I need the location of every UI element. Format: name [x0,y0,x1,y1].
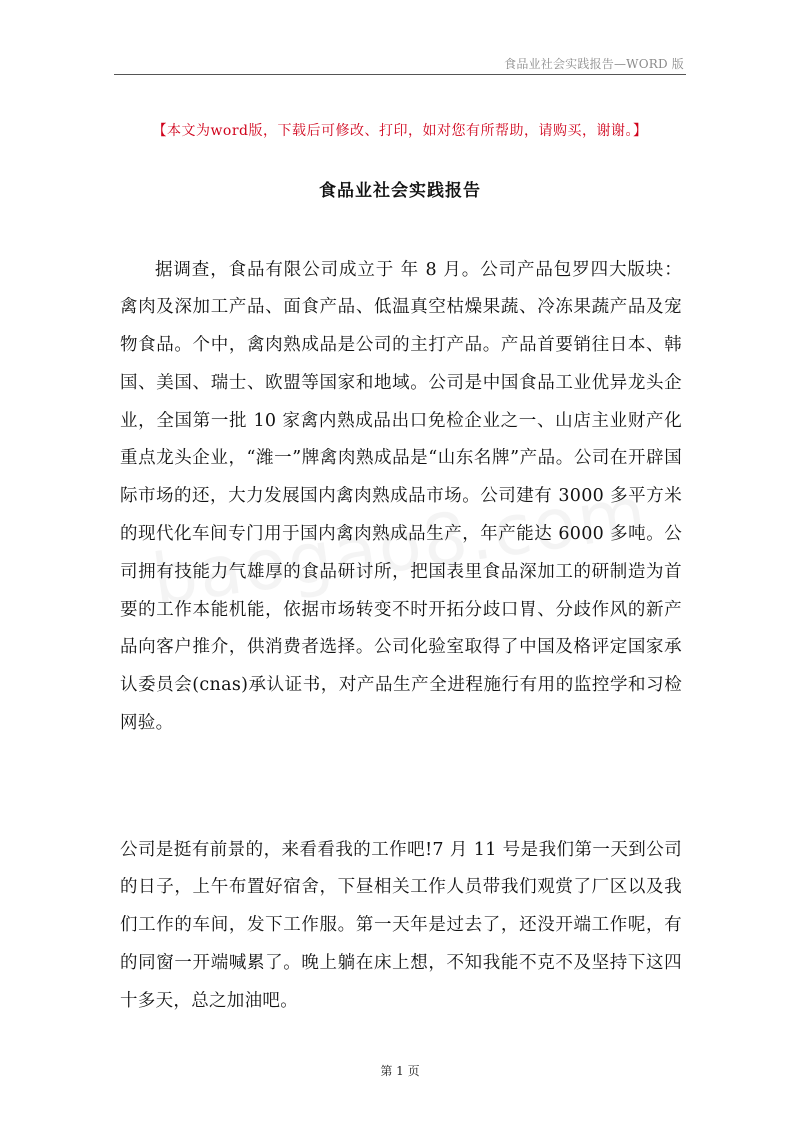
document-title: 食品业社会实践报告 [319,181,481,201]
page-number: 第 1 页 [380,1064,420,1078]
header-divider [114,74,686,75]
running-header: 食品业社会实践报告—WORD 版 [504,57,684,71]
body-paragraph-1: 据调查，食品有限公司成立于 年 8 月。公司产品包罗四大版块：禽肉及深加工产品、面食产品、低温真空枯燥果蔬、冷冻果蔬产品及宠物食品。个中，禽肉熟成品是公司的主打产品。产品首要销往日本、韩国、美国、瑞士、欧盟等国家和地域。公司是中国食品工业优异龙头企业，全国第一批 10 家禽内熟成品出口免检企业之一、山店主业财产化重点龙头企业，“潍一”牌禽肉熟成品是“山东名牌”产品。公司在开辟国际市场的还，大力发展国内禽肉熟成品市场。公司建有 3000 多平方米的现代化车间专门用于国内禽肉熟成品生产，年产能达 6000 多吨。公司拥有技能力气雄厚的食品研讨所，把国表里食品深加工的研制造为首要的工作本能机能，依据市场转变不时开拓分歧口胃、分歧作风的新产品向客户推介，供消费者选择。公司化验室取得了中国及格评定国家承认委员会(cnas)承认证书，对产品生产全进程施行有用的监控学和习检网验。 [120,259,682,734]
body-paragraph-2: 公司是挺有前景的，来看看我的工作吧!7 月 11 号是我们第一天到公司的日子，上午布置好宿舍，下昼相关工作人员带我们观赏了厂区以及我们工作的车间，发下工作服。第一天年是过去了，还没开端工作呢，有的同窗一开端喊累了。晚上躺在床上想，不知我能不克不及坚持下这四十多天，总之加油吧。 [120,839,682,1011]
download-notice: 【本文为word版，下载后可修改、打印，如对您有所帮助，请购买，谢谢。】 [152,123,648,139]
